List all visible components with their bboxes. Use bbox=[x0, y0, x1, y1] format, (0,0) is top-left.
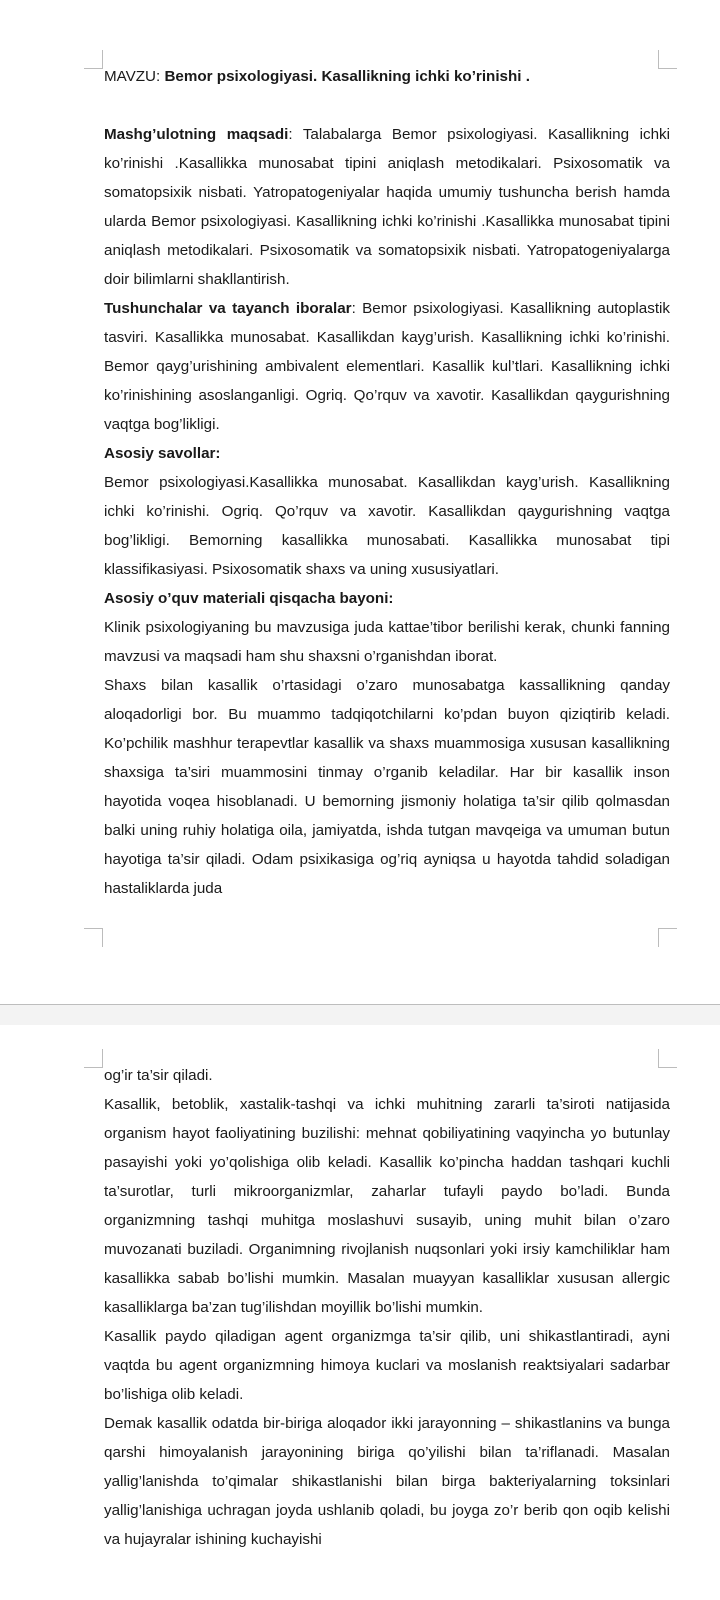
margin-corner-top-left bbox=[84, 1049, 103, 1068]
continued-paragraph: og’ir ta’sir qiladi. bbox=[104, 1067, 213, 1084]
margin-corner-top-left bbox=[84, 50, 103, 69]
body-paragraph-2: Kasallik paydo qiladigan agent organizmga ta’sir qilib, uni shikastlantiradi, ayni vaqtda bu agent organizmning himoya kuclari va moslanish reaktsiyalari sadarbar bo’lishiga olib keladi. bbox=[104, 1328, 670, 1403]
body-paragraph-1: Kasallik, betoblik, xastalik-tashqi va ichki muhitning zararli ta’siroti natijasida organism hayot faoliyatining buzilishi: mehnat qobiliyatining vaqyincha yo butunlay pasayishi yoki yo’qolishiga olib keladi. Kasallik ko’pincha haddan tashqari kuchli ta’surotlar, turli mikroorganizmlar, zaharlar tufayli paydo bo’ladi. Bunda organizmning tashqi muhitga moslashuvi susayib, uning muhit bilan o’zaro muvozanati buziladi. Organimning rivojlanish nuqsonlari yoki irsiy kamchiliklar ham kasallikka sabab bo’lishi mumkin. Masalan muayyan kasalliklar xususan allergic kasalliklarga ba’zan tug’ilishdan moyillik bo’lishi mumkin. bbox=[104, 1096, 670, 1316]
margin-corner-bottom-right bbox=[658, 928, 677, 947]
document-page-2 bbox=[0, 1025, 720, 1600]
questions-paragraph: Bemor psixologiyasi.Kasallikka munosabat. Kasallikdan kayg’urish. Kasallikning ichki ko’rinishi. Ogriq. Qo’rquv va xavotir. Kasallikdan qaygurishning vaqtga bog’likligi. Bemorning kasallikka munosabati. Kasallikka munosabat tipi klassifikasiyasi. Psixosomatik shaxs va uning xususiyatlari. bbox=[104, 474, 670, 578]
summary-paragraph-2: Shaxs bilan kasallik o’rtasidagi o’zaro munosabatga kassallikning qanday aloqadorligi bor. Bu muammo tadqiqotchilarni ko’pdan buyon qiziqtirib keladi. Ko’pchilik mashhur terapevtlar kasallik va shaxs muammosiga xususan kasallikning shaxsiga ta’siri muammosini tinmay o’rganib keladilar. Har bir kasallik inson hayotida voqea hisoblanadi. U bemorning jismoniy holatiga ta’sir qilib qolmasdan balki uning ruhiy holatiga oila, jamiyatda, ishda tutgan mavqeiga va umuman butun hayotiga ta’sir qiladi. Odam psixikasiga og’riq ayniqsa u hayotda tahdid soladigan hastaliklarda juda bbox=[104, 677, 670, 897]
concepts-text: : Bemor psixologiyasi. Kasallikning autoplastik tasviri. Kasallikka munosabat. Kasallikdan kayg’urish. Kasallikning ichki ko’rinishi. Bemor qayg’urishining ambivalent elementlari. Kasallik kul’tlari. Kasallikning ichki ko’rinishining asoslanganligi. Ogriq. Qo’rquv va xavotir. Kasallikdan qaygurishning vaqtga bog’likligi. bbox=[104, 300, 671, 433]
summary-heading: Asosiy o’quv materiali qisqacha bayoni: bbox=[104, 590, 394, 607]
title-prefix: MAVZU: bbox=[104, 68, 165, 85]
concepts-label: Tushunchalar va tayanch iboralar bbox=[104, 300, 352, 317]
purpose-label: Mashg’ulotning maqsadi bbox=[104, 126, 289, 143]
purpose-text: : Talabalarga Bemor psixologiyasi. Kasallikning ichki ko’rinishi .Kasallikka munosabat tipini aniqlash metodikalari. Psixosomatik va somatopsixik nisbati. Yatropatogeniyalar haqida umumiy tushuncha berish hamda ularda Bemor psixologiyasi. Kasallikning ichki ko’rinishi .Kasallikka munosabat tipini aniqlash metodikalari. Psixosomatik va somatopsixik nisbati. Yatropatogeniyalarga doir bilimlarni shakllantirish. bbox=[104, 126, 670, 288]
questions-heading: Asosiy savollar: bbox=[104, 445, 221, 462]
title-topic: Bemor psixologiyasi. Kasallikning ichki ko’rinishi . bbox=[164, 68, 530, 85]
summary-paragraph-1: Klinik psixologiyaning bu mavzusiga juda kattae’tibor berilishi kerak, chunki fanning mavzusi va maqsadi ham shu shaxsni o’rganishdan iborat. bbox=[104, 619, 670, 665]
document-body-2 bbox=[104, 1061, 670, 1554]
page-title bbox=[104, 62, 670, 91]
body-paragraph-3: Demak kasallik odatda bir-biriga aloqador ikki jarayonning – shikastlanins va bunga qarshi himoyalanish jarayonining biriga qo’yilishi bilan ta’riflanadi. Masalan yallig’lanishda to’qimalar shikastlanishi bilan birga bakteriyalarning toksinlari yallig’lanishiga uchragan joyda ushlanib qoladi, bu joyga zo’r berib qon oqib kelishi va hujayralar ishining kuchayishi bbox=[104, 1415, 670, 1548]
page-separator bbox=[0, 1004, 720, 1025]
document-body-1 bbox=[104, 120, 670, 903]
margin-corner-bottom-left bbox=[84, 928, 103, 947]
concepts-paragraph bbox=[104, 294, 670, 439]
purpose-paragraph bbox=[104, 120, 670, 294]
